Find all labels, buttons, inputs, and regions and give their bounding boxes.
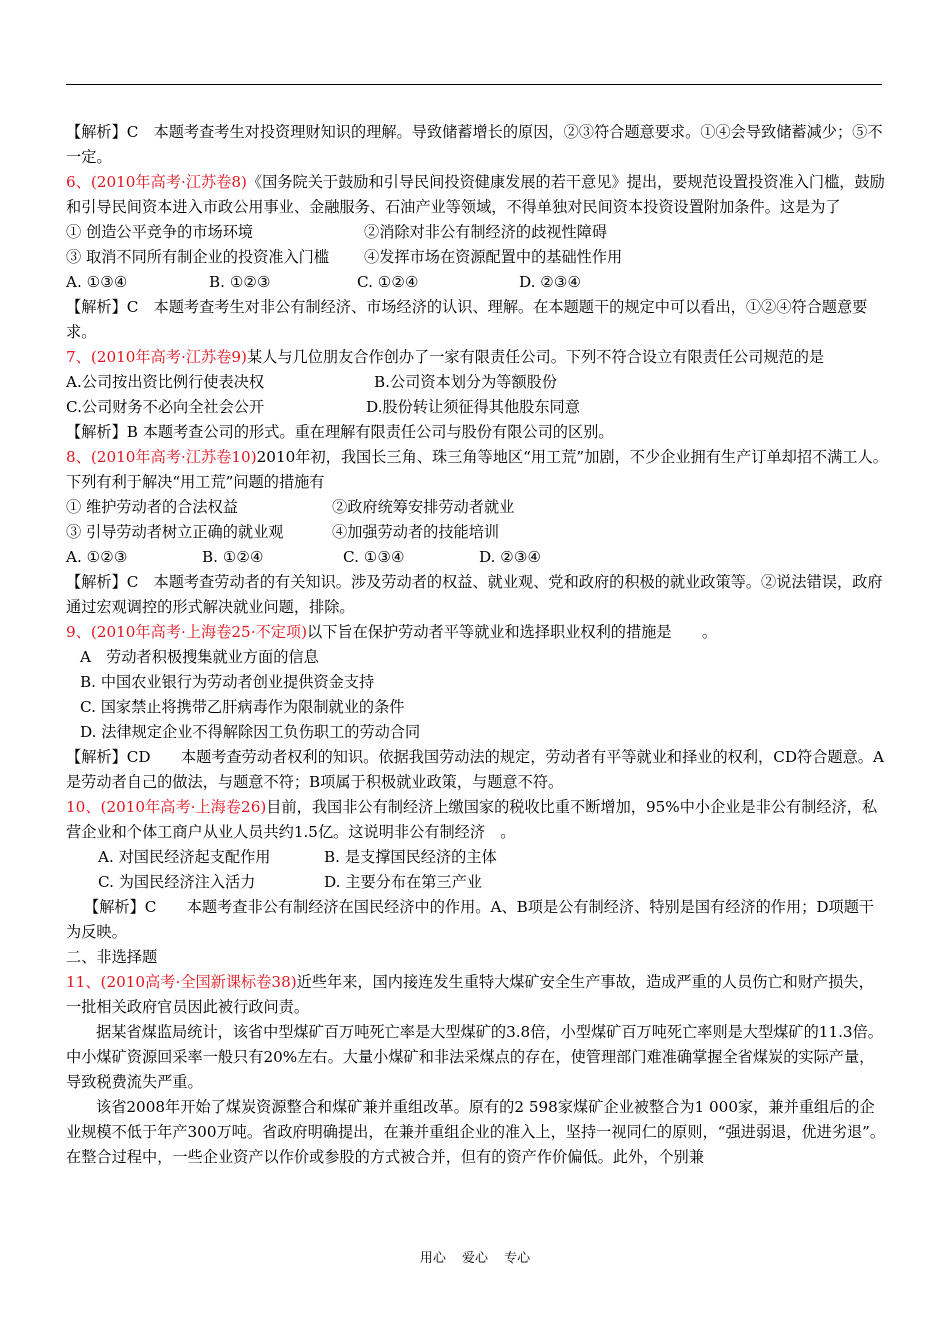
q10-opt-b: B. 是支撑国民经济的主体 [324, 848, 497, 866]
q10-opt-a: A. 对国民经济起支配作用 [98, 848, 271, 866]
q8-choice-d: D. ②③④ [479, 548, 542, 566]
q10-analysis: 【解析】C 本题考查非公有制经济在国民经济中的作用。A、B项是公有制经济、特别是国有经济的作用；D项题干为反映。 [66, 898, 875, 941]
q7-opt-c: C.公司财务不必向全社会公开 [66, 398, 265, 416]
q9-opt-b: B. 中国农业银行为劳动者创业提供资金支持 [80, 673, 375, 691]
q7-options-row1 [66, 370, 888, 395]
header-rule [66, 84, 882, 85]
q7-stem [66, 345, 888, 370]
q10-stem [66, 795, 888, 845]
q6-choice-a: A. ①③④ [66, 273, 128, 291]
document-body [66, 120, 888, 1170]
q8-analysis: 【解析】C 本题考查劳动者的有关知识。涉及劳动者的权益、就业观、党和政府的积极的就业政策等。②说法错误，政府通过宏观调控的形式解决就业问题，排除。 [66, 573, 883, 616]
q8-options-row1 [66, 495, 888, 520]
q8-choice-c: C. ①③④ [343, 548, 405, 566]
footer-item: 用心 [419, 1251, 446, 1266]
q7-stem-text: 某人与几位朋友合作创办了一家有限责任公司。下列不符合设立有限责任公司规范的是 [246, 348, 825, 366]
q7-options-row2 [66, 395, 888, 420]
q9-source: 9、(2010年高考·上海卷25·不定项) [66, 623, 308, 641]
q8-opt2: ②政府统筹安排劳动者就业 [332, 498, 515, 516]
q8-options-row2 [66, 520, 888, 545]
q8-source: 8、(2010年高考·江苏卷10) [66, 448, 257, 466]
q6-opt3: ③ 取消不同所有制企业的投资准入门槛 [66, 248, 330, 266]
q6-choice-b: B. ①②③ [209, 273, 271, 291]
q7-opt-b: B.公司资本划分为等额股份 [374, 373, 558, 391]
q7-opt-a: A.公司按出资比例行使表决权 [66, 373, 265, 391]
q8-choices [66, 545, 888, 570]
q9-opt-d: D. 法律规定企业不得解除因工负伤职工的劳动合同 [80, 723, 421, 741]
q10-opt-c: C. 为国民经济注入活力 [98, 873, 256, 891]
q6-source: 6、(2010年高考·江苏卷8) [66, 173, 247, 191]
footer-item: 爱心 [461, 1251, 488, 1266]
q6-choice-d: D. ②③④ [519, 273, 582, 291]
q6-stem-text: 《国务院关于鼓励和引导民间投资健康发展的若干意见》提出，要规范设置投资准入门槛，鼓励和引导民间资本进入市政公用事业、金融服务、石油产业等领域，不得单独对民间资本投资设置附加条件。这是为了 [66, 173, 885, 216]
q6-choices [66, 270, 888, 295]
q8-opt1: ① 维护劳动者的合法权益 [66, 498, 238, 516]
footer-item: 专心 [504, 1251, 531, 1266]
q7-source: 7、(2010年高考·江苏卷9) [66, 348, 247, 366]
q10-stem-text: 目前，我国非公有制经济上缴国家的税收比重不断增加，95%中小企业是非公有制经济，私营企业和个体工商户从业人员共约1.5亿。这说明非公有制经济 。 [66, 798, 878, 841]
q6-analysis: 【解析】C 本题考查考生对非公有制经济、市场经济的认识、理解。在本题题干的规定中可以看出，①②④符合题意要求。 [66, 298, 868, 341]
q11-source: 11、(2010高考·全国新课标卷38) [66, 973, 297, 991]
q8-opt3: ③ 引导劳动者树立正确的就业观 [66, 523, 284, 541]
q6-opt4: ④发挥市场在资源配置中的基础性作用 [364, 248, 623, 266]
q9-analysis: 【解析】CD 本题考查劳动者权利的知识。依据我国劳动法的规定，劳动者有平等就业和择业的权利，CD符合题意。A是劳动者自己的做法，与题意不符；B项属于积极就业政策，与题意不符。 [66, 748, 884, 791]
q10-options-row2 [66, 870, 888, 895]
q11-stem [66, 970, 888, 1020]
q6-choice-c: C. ①②④ [357, 273, 419, 291]
q9-opt-a: A 劳动者积极搜集就业方面的信息 [80, 648, 319, 666]
q11-para1: 据某省煤监局统计，该省中型煤矿百万吨死亡率是大型煤矿的3.8倍，小型煤矿百万吨死亡率则是大型煤矿的11.3倍。中小煤矿资源回采率一般只有20%左右。大量小煤矿和非法采煤点的存在，使管理部门难准确掌握全省煤炭的实际产量，导致税费流失严重。 [66, 1023, 883, 1091]
q8-choice-b: B. ①②④ [202, 548, 264, 566]
q6-opt1: ① 创造公平竞争的市场环境 [66, 223, 254, 241]
q8-stem-text: 2010年初，我国长三角、珠三角等地区“用工荒”加剧，不少企业拥有生产订单却招不满工人。下列有利于解决“用工荒”问题的措施有 [66, 448, 888, 491]
section-title: 二、非选择题 [66, 948, 158, 966]
q11-stem-text: 近些年来，国内接连发生重特大煤矿安全生产事故，造成严重的人员伤亡和财产损失，一批相关政府官员因此被行政问责。 [66, 973, 874, 1016]
q11-para2: 该省2008年开始了煤炭资源整合和煤矿兼并重组改革。原有的2 598家煤矿企业被整合为1 000家，兼并重组后的企业规模不低于年产300万吨。省政府明确提出，在兼并重组企业的准入上，坚持一视同仁的原则，“强进弱退，优进劣退”。在整合过程中，一些企业资产以作价或参股的方式被合并，但有的资产作价偏低。此外，个别兼 [66, 1098, 886, 1166]
q7-analysis: 【解析】B 本题考查公司的形式。重在理解有限责任公司与股份有限公司的区别。 [66, 423, 614, 441]
q8-stem [66, 445, 888, 495]
q10-source: 10、(2010年高考·上海卷26) [66, 798, 267, 816]
q9-stem [66, 620, 888, 645]
q9-opt-c: C. 国家禁止将携带乙肝病毒作为限制就业的条件 [80, 698, 405, 716]
q6-options-row1 [66, 220, 888, 245]
q6-opt2: ②消除对非公有制经济的歧视性障碍 [364, 223, 607, 241]
q8-opt4: ④加强劳动者的技能培训 [332, 523, 500, 541]
q10-options-row1 [66, 845, 888, 870]
q10-opt-d: D. 主要分布在第三产业 [324, 873, 482, 891]
q9-stem-text: 以下旨在保护劳动者平等就业和选择职业权利的措施是 。 [307, 623, 718, 641]
q8-choice-a: A. ①②③ [66, 548, 128, 566]
q5-analysis: 【解析】C 本题考查考生对投资理财知识的理解。导致储蓄增长的原因，②③符合题意要求。①④会导致储蓄减少；⑤不一定。 [66, 123, 883, 166]
q6-options-row2 [66, 245, 888, 270]
q7-opt-d: D.股份转让须征得其他股东同意 [366, 398, 580, 416]
page-footer [0, 1247, 950, 1266]
q6-stem [66, 170, 888, 220]
